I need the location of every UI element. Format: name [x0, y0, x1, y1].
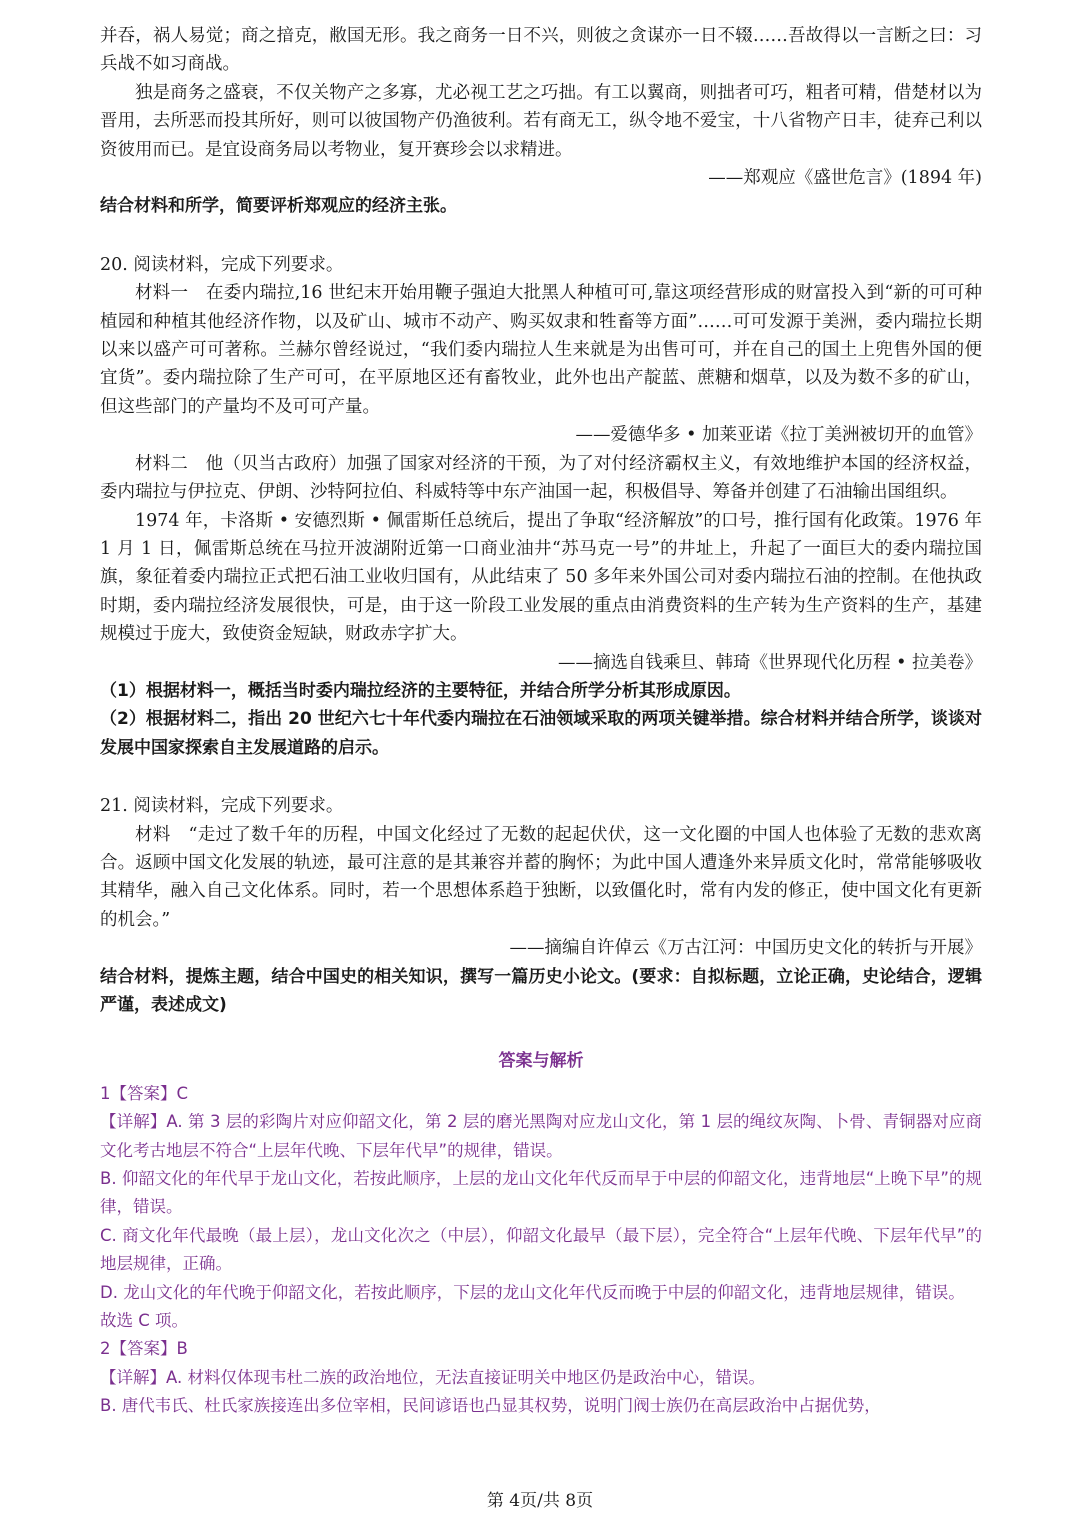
q21-source: ——摘编自许倬云《万古江河：中国历史文化的转折与开展》: [509, 938, 982, 959]
answer2-detail: 【详解】A. 材料仅体现韦杜二族的政治地位，无法直接证明关中地区仍是政治中心，错误。: [100, 1367, 765, 1387]
q20-material2-source: ——摘选自钱乘旦、韩琦《世界现代化历程 • 拉美卷》: [558, 652, 982, 673]
answer2-option-b: B. 唐代韦氏、杜氏家族接连出多位宰相，民间谚语也凸显其权势，说明门阀士族仍在高层政治中占据优势，: [100, 1396, 881, 1416]
page-footer: 第 4页/共 8页: [486, 1491, 594, 1511]
answer1-head: 1【答案】C: [100, 1083, 189, 1103]
answer1-option-b: B. 仰韶文化的年代早于龙山文化，若按此顺序，上层的龙山文化年代反而早于中层的仰韶文化，违背地层“上晚下早”的规律，错误。: [100, 1169, 982, 1217]
q19-para1: 并吞，祸人易觉；商之揞克，敝国无形。我之商务一日不兴，则彼之贪谋亦一日不辍……吾故得以一言断之曰：习兵战不如习商战。: [100, 26, 982, 75]
q20-sub2: （2）根据材料二，指出 20 世纪六七十年代委内瑞拉在石油领域采取的两项关键举措。综合材料并结合所学，谈谈对发展中国家探索自主发展道路的启示。: [100, 709, 982, 758]
q21-question: 结合材料，提炼主题，结合中国史的相关知识，撰写一篇历史小论文。(要求：自拟标题，立论正确，史论结合，逻辑严谨，表述成文): [100, 966, 982, 1015]
q20-material2: 材料二 他（贝当古政府）加强了国家对经济的干预，为了对付经济霸权主义，有效地维护本国的经济权益，委内瑞拉与伊拉克、伊朗、沙特阿拉伯、科威特等中东产油国一起，积极倡导、筹备并创建了石油输出国组织。: [100, 453, 982, 503]
answer2-head: 2【答案】B: [100, 1339, 188, 1359]
answer1-conclusion: 故选 C 项。: [100, 1311, 189, 1331]
q20-sub1: （1）根据材料一，概括当时委内瑞拉经济的主要特征，并结合所学分析其形成原因。: [100, 680, 741, 701]
q20-heading: 20. 阅读材料，完成下列要求。: [100, 254, 344, 275]
answers-title: 答案与解析: [498, 1051, 584, 1072]
q21-material: 材料 “走过了数千年的历程，中国文化经过了无数的起起伏伏，这一文化圈的中国人也体验了无数的悲欢离合。返顾中国文化发展的轨迹，最可注意的是其兼容并蓄的胸怀；为此中国人遭逢外来异质文化时，常常能够吸收其精华，融入自己文化体系。同时，若一个思想体系趋于独断，以致僵化时，常有内发的修正，使中国文化有更新的机会。”: [100, 824, 982, 930]
q21-heading: 21. 阅读材料，完成下列要求。: [100, 796, 344, 817]
document-page: [100, 22, 982, 1421]
q20-material1: 材料一 在委内瑞拉,16 世纪末开始用鞭子强迫大批黑人种植可可,靠这项经营形成的财富投入到“新的可可种植园和种植其他经济作物，以及矿山、城市不动产、购买奴隶和牲畜等方面”……可可发源于美洲，委内瑞拉长期以来以盛产可可著称。兰赫尔曾经说过，“我们委内瑞拉人生来就是为出售可可，并在自己的国土上兜售外国的便宜货”。委内瑞拉除了生产可可，在平原地区还有畜牧业，此外也出产靛蓝、蔗糖和烟草，以及为数不多的矿山，但这些部门的产量均不及可可产量。: [100, 283, 982, 417]
q19-source: ——郑观应《盛世危言》(1894 年): [708, 168, 982, 189]
q20-material2b: 1974 年，卡洛斯 • 安德烈斯 • 佩雷斯任总统后，提出了争取“经济解放”的口号，推行国有化政策。1976 年 1 月 1 日，佩雷斯总统在马拉开波湖附近第一口商业油井“苏马克一号”的井址上，升起了一面巨大的委内瑞拉国旗，象征着委内瑞拉正式把石油工业收归国有，从此结束了 50 多年来外国公司对委内瑞拉石油的控制。在他执政时期，委内瑞拉经济发展很快，可是，由于这一阶段工业发展的重点由消费资料的生产转为生产资料的生产，基建规模过于庞大，致使资金短缺，财政赤字扩大。: [100, 510, 982, 645]
answer1-option-c: C. 商文化年代最晚（最上层），龙山文化次之（中层），仰韶文化最早（最下层），完全符合“上层年代晚、下层年代早”的地层规律，正确。: [100, 1225, 982, 1274]
q20-material1-source: ——爱德华多 • 加莱亚诺《拉丁美洲被切开的血管》: [575, 425, 982, 446]
q19-para2: 独是商务之盛衰，不仅关物产之多寡，尤必视工艺之巧拙。有工以翼商，则拙者可巧，粗者可精，借楚材以为晋用，去所恶而投其所好，则可以彼国物产仍渔彼利。若有商无工，纵令地不爱宝，十八省物产日丰，徒弃己利以资彼用而已。是宜设商务局以考物业，复开赛珍会以求精进。: [100, 82, 982, 160]
answer1-option-d: D. 龙山文化的年代晚于仰韶文化，若按此顺序，下层的龙山文化年代反而晚于中层的仰韶文化，违背地层规律，错误。: [100, 1282, 965, 1302]
q19-question: 结合材料和所学，简要评析郑观应的经济主张。: [100, 196, 457, 217]
answer1-detail: 【详解】A. 第 3 层的彩陶片对应仰韶文化，第 2 层的磨光黑陶对应龙山文化，第 1 层的绳纹灰陶、卜骨、青铜器对应商文化考古地层不符合“上层年代晚、下层年代早”的规律，错误。: [100, 1112, 982, 1160]
